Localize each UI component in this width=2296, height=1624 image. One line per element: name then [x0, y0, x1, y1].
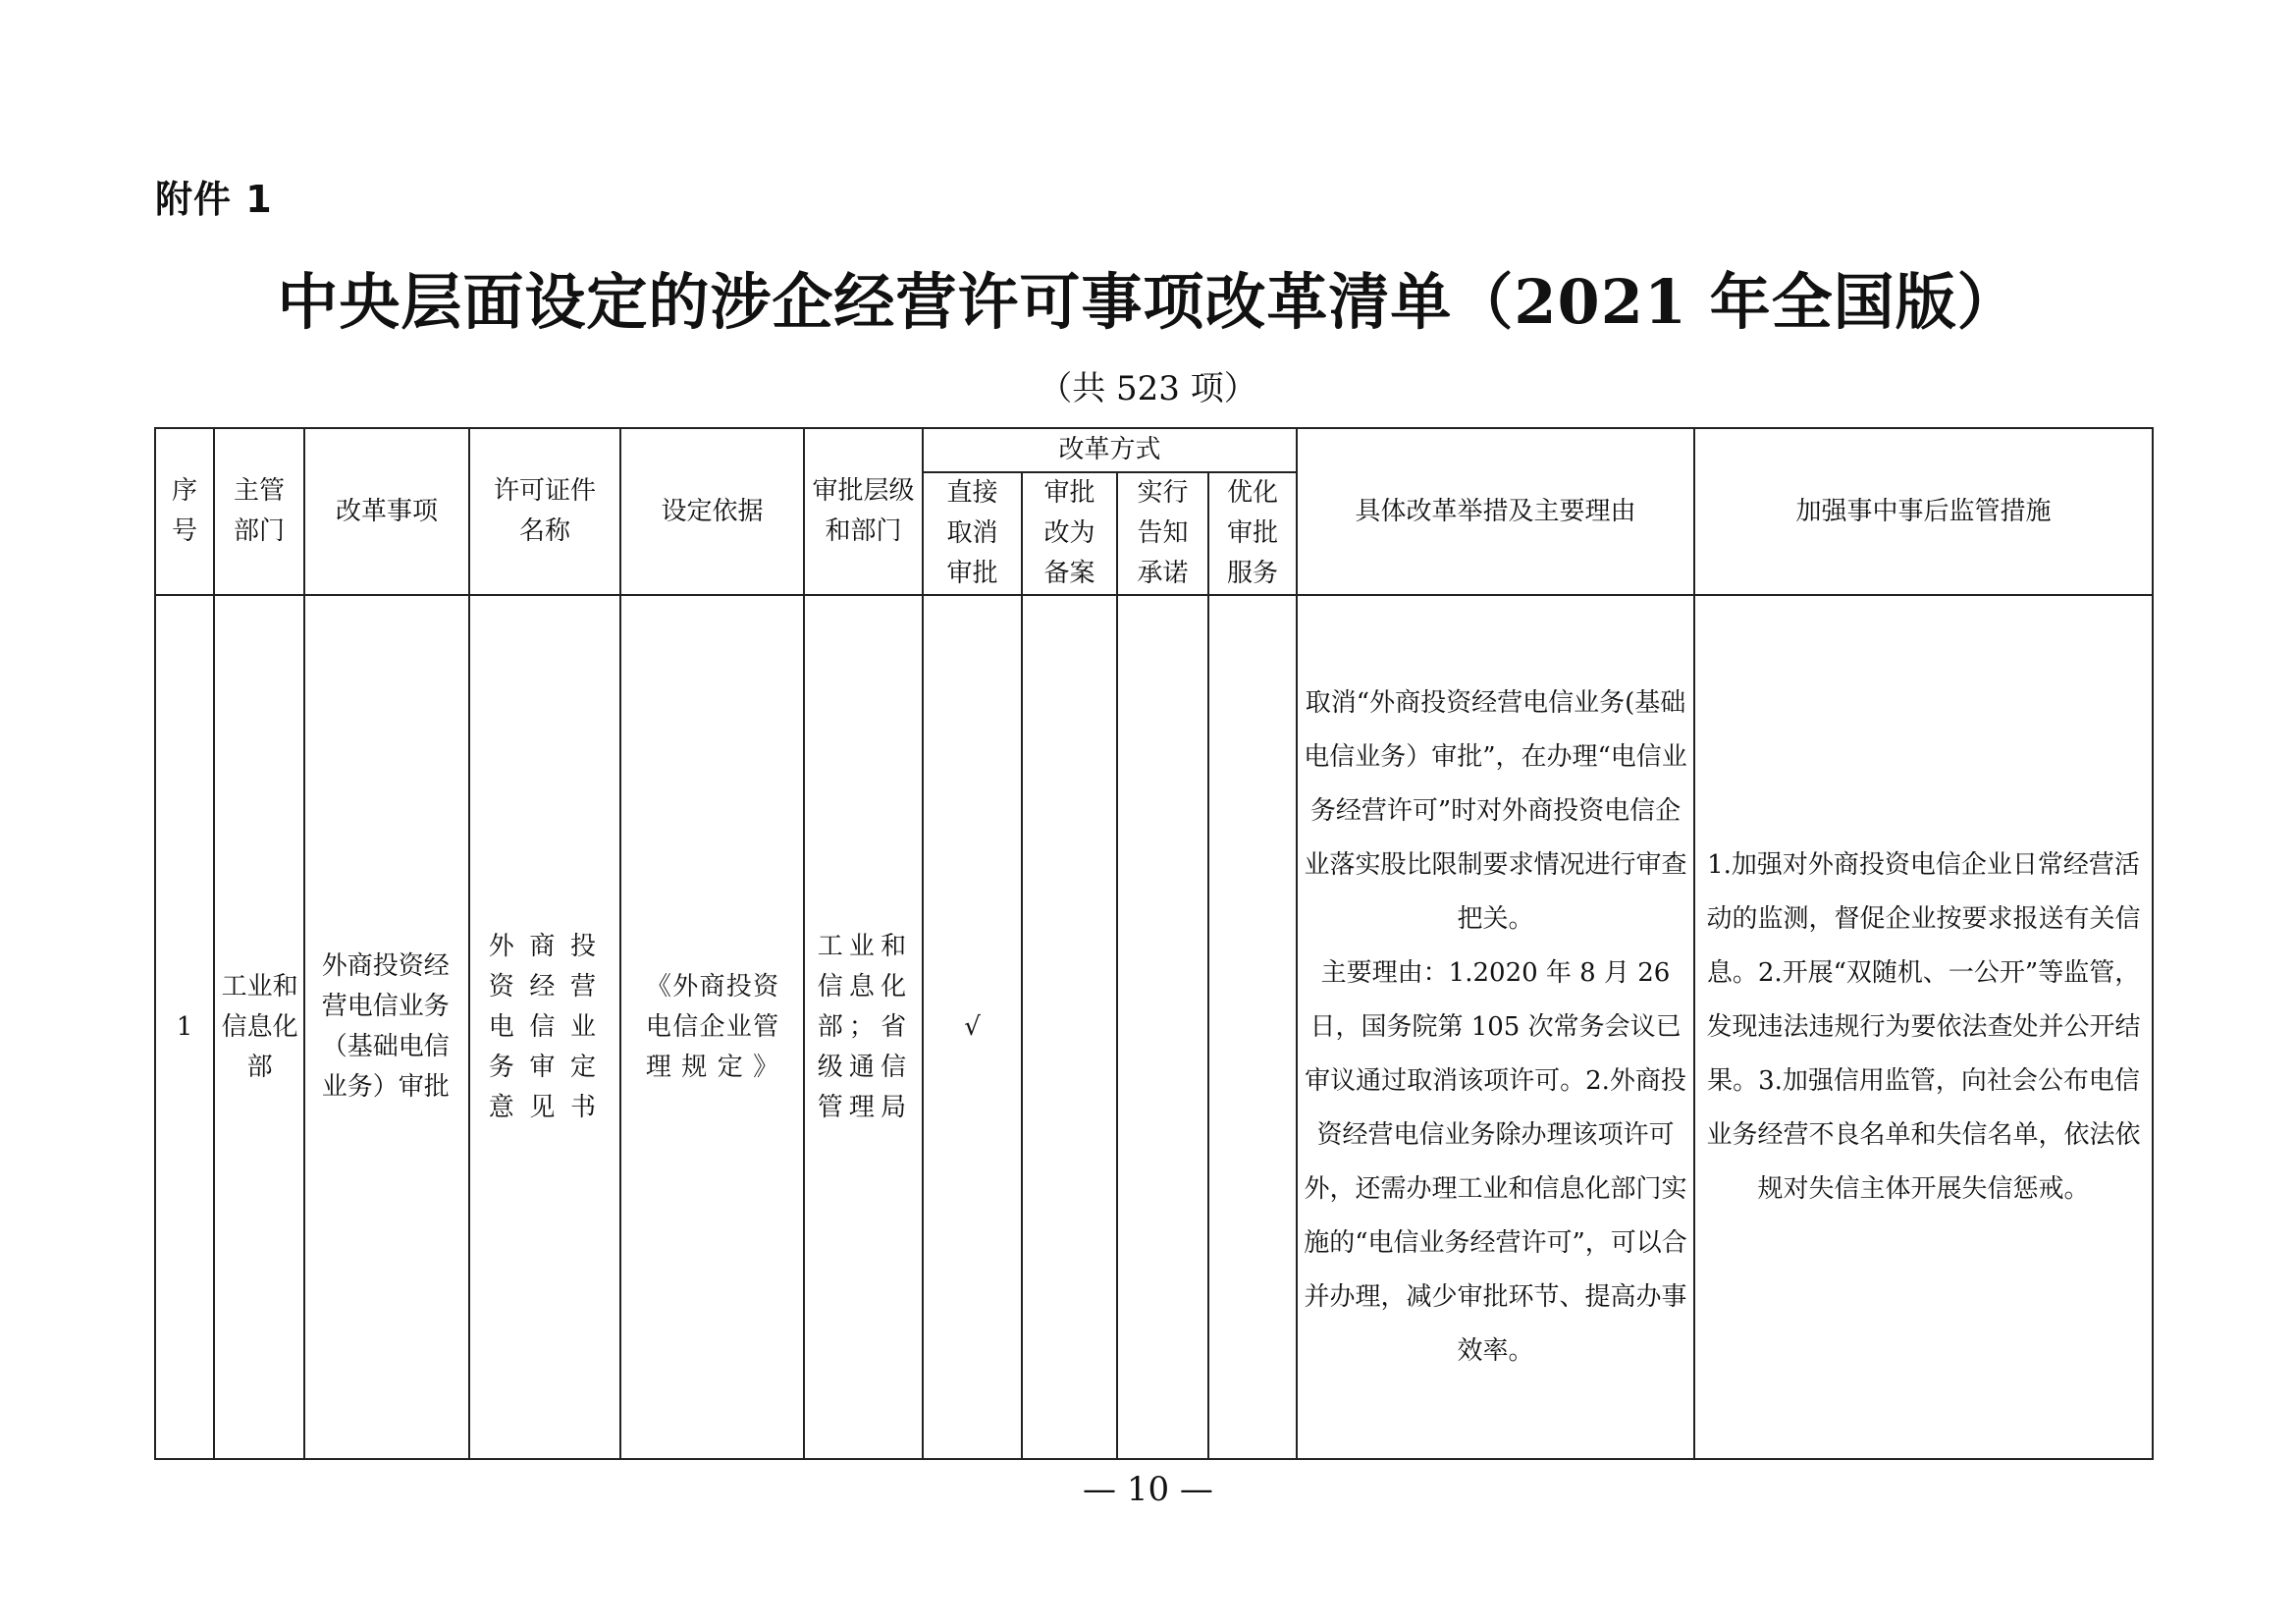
cell-supervision	[1694, 595, 2153, 1459]
header-seq: 序号	[155, 428, 214, 595]
header-reform-mode: 改革方式	[923, 428, 1297, 472]
header-item: 改革事项	[304, 428, 469, 595]
cell-approval-level: 工业和信息化部；省级通信管理局	[804, 595, 923, 1459]
header-basis: 设定依据	[620, 428, 804, 595]
page-number: — 10 —	[1083, 1470, 1213, 1509]
header-mode-optimize: 优化审批服务	[1208, 472, 1297, 595]
cell-mode-filing	[1022, 595, 1117, 1459]
cell-mode-cancel: √	[923, 595, 1022, 1459]
cell-seq: 1	[155, 595, 214, 1459]
table-header-row	[155, 428, 2153, 472]
header-measures: 具体改革举措及主要理由	[1297, 428, 1694, 595]
cell-mode-notify	[1117, 595, 1208, 1459]
item-count-note: （共 523 项）	[1039, 369, 1257, 408]
cell-item: 外商投资经营电信业务（基础电信业务）审批	[304, 595, 469, 1459]
cell-mode-optimize	[1208, 595, 1297, 1459]
header-mode-notify: 实行告知承诺	[1117, 472, 1208, 595]
supervision-paragraph: 1.加强对外商投资电信企业日常经营活动的监测，督促企业按要求报送有关信息。2.开展“双随机、一公开”等监管，发现违法违规行为要依法查处并公开结果。3.加强信用监管，向社会公布电信业务经营不良名单和失信名单，依法依规对失信主体开展失信惩戒。	[1706, 849, 2141, 1204]
attachment-label: 附件 1	[155, 178, 273, 221]
table-row	[155, 595, 2153, 1459]
header-license-name: 许可证件名称	[469, 428, 620, 595]
measures-paragraph: 取消“外商投资经营电信业务(基础电信业务）审批”，在办理“电信业务经营许可”时对外商投资电信企业落实股比限制要求情况进行审查把关。	[1304, 687, 1687, 934]
header-department: 主管部门	[214, 428, 304, 595]
header-mode-cancel: 直接取消审批	[923, 472, 1022, 595]
measures-reason-paragraph: 主要理由：1.2020 年 8 月 26 日，国务院第 105 次常务会议已审议通过取消该项许可。2.外商投资经营电信业务除办理该项许可外，还需办理工业和信息化部门实施的“电信业务经营许可”，可以合并办理，减少审批环节、提高办事效率。	[1304, 957, 1687, 1366]
reform-list-table	[154, 427, 2154, 1460]
cell-license-name: 外商投资经营电信业务审定意见书	[469, 595, 620, 1459]
header-supervision: 加强事中事后监管措施	[1694, 428, 2153, 595]
header-mode-filing: 审批改为备案	[1022, 472, 1117, 595]
document-title: 中央层面设定的涉企经营许可事项改革清单（2021 年全国版）	[277, 266, 2019, 338]
cell-measures	[1297, 595, 1694, 1459]
cell-basis: 《外商投资电信企业管理规定》	[620, 595, 804, 1459]
header-approval-level: 审批层级和部门	[804, 428, 923, 595]
cell-department: 工业和信息化部	[214, 595, 304, 1459]
